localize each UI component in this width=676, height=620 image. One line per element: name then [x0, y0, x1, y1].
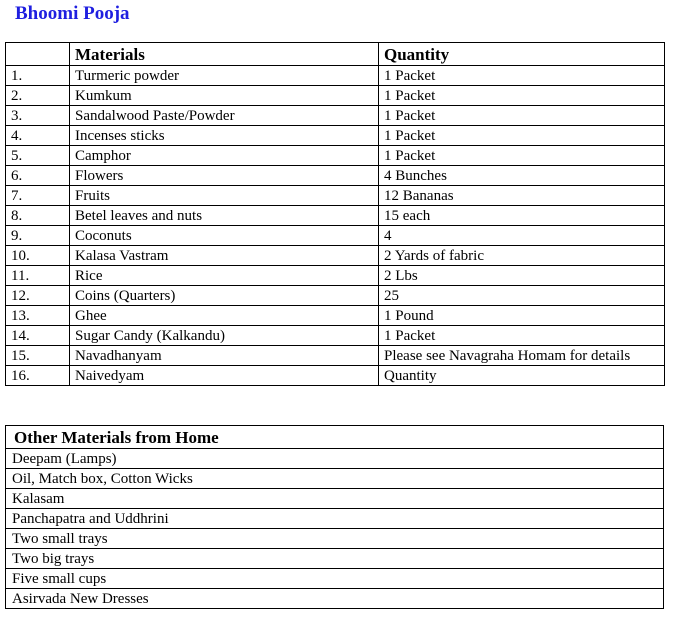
- material-quantity: 1 Pound: [379, 306, 665, 326]
- material-name: Incenses sticks: [70, 126, 379, 146]
- other-material-item: Two small trays: [6, 529, 664, 549]
- list-item: [6, 449, 664, 469]
- table-row: [6, 226, 665, 246]
- material-name: Betel leaves and nuts: [70, 206, 379, 226]
- list-item: [6, 509, 664, 529]
- material-quantity: 25: [379, 286, 665, 306]
- material-quantity: 1 Packet: [379, 66, 665, 86]
- row-number: 10.: [6, 246, 70, 266]
- material-quantity: 1 Packet: [379, 106, 665, 126]
- other-materials-header-row: [6, 426, 664, 449]
- other-material-item: Two big trays: [6, 549, 664, 569]
- table-row: [6, 126, 665, 146]
- row-number: 8.: [6, 206, 70, 226]
- other-materials-header: Other Materials from Home: [6, 426, 664, 449]
- list-item: [6, 569, 664, 589]
- list-item: [6, 529, 664, 549]
- other-material-item: Oil, Match box, Cotton Wicks: [6, 469, 664, 489]
- material-quantity: 4 Bunches: [379, 166, 665, 186]
- materials-table: [5, 42, 665, 386]
- material-name: Fruits: [70, 186, 379, 206]
- row-number: 3.: [6, 106, 70, 126]
- table-row: [6, 66, 665, 86]
- table-row: [6, 206, 665, 226]
- number-column-header: [6, 43, 70, 66]
- material-name: Coins (Quarters): [70, 286, 379, 306]
- material-quantity: 4: [379, 226, 665, 246]
- material-quantity: 1 Packet: [379, 86, 665, 106]
- table-row: [6, 366, 665, 386]
- material-name: Rice: [70, 266, 379, 286]
- material-name: Navadhanyam: [70, 346, 379, 366]
- row-number: 6.: [6, 166, 70, 186]
- material-name: Sandalwood Paste/Powder: [70, 106, 379, 126]
- material-name: Flowers: [70, 166, 379, 186]
- materials-column-header: Materials: [70, 43, 379, 66]
- table-row: [6, 326, 665, 346]
- material-name: Kumkum: [70, 86, 379, 106]
- table-row: [6, 266, 665, 286]
- material-name: Camphor: [70, 146, 379, 166]
- row-number: 5.: [6, 146, 70, 166]
- other-material-item: Panchapatra and Uddhrini: [6, 509, 664, 529]
- row-number: 15.: [6, 346, 70, 366]
- material-quantity: Please see Navagraha Homam for details: [379, 346, 665, 366]
- table-row: [6, 306, 665, 326]
- row-number: 1.: [6, 66, 70, 86]
- material-quantity: 15 each: [379, 206, 665, 226]
- list-item: [6, 589, 664, 609]
- material-quantity: 2 Lbs: [379, 266, 665, 286]
- table-row: [6, 186, 665, 206]
- other-material-item: Kalasam: [6, 489, 664, 509]
- table-row: [6, 106, 665, 126]
- row-number: 11.: [6, 266, 70, 286]
- material-name: Coconuts: [70, 226, 379, 246]
- row-number: 2.: [6, 86, 70, 106]
- material-quantity: Quantity: [379, 366, 665, 386]
- material-quantity: 2 Yards of fabric: [379, 246, 665, 266]
- material-name: Ghee: [70, 306, 379, 326]
- materials-header-row: [6, 43, 665, 66]
- table-row: [6, 86, 665, 106]
- row-number: 16.: [6, 366, 70, 386]
- row-number: 9.: [6, 226, 70, 246]
- row-number: 4.: [6, 126, 70, 146]
- page-title: Bhoomi Pooja: [15, 3, 130, 24]
- table-row: [6, 246, 665, 266]
- material-quantity: 1 Packet: [379, 126, 665, 146]
- material-quantity: 1 Packet: [379, 146, 665, 166]
- material-name: Sugar Candy (Kalkandu): [70, 326, 379, 346]
- row-number: 12.: [6, 286, 70, 306]
- list-item: [6, 489, 664, 509]
- table-row: [6, 346, 665, 366]
- row-number: 13.: [6, 306, 70, 326]
- material-name: Naivedyam: [70, 366, 379, 386]
- other-material-item: Deepam (Lamps): [6, 449, 664, 469]
- list-item: [6, 469, 664, 489]
- material-name: Turmeric powder: [70, 66, 379, 86]
- row-number: 14.: [6, 326, 70, 346]
- material-name: Kalasa Vastram: [70, 246, 379, 266]
- other-material-item: Asirvada New Dresses: [6, 589, 664, 609]
- list-item: [6, 549, 664, 569]
- row-number: 7.: [6, 186, 70, 206]
- material-quantity: 1 Packet: [379, 326, 665, 346]
- material-quantity: 12 Bananas: [379, 186, 665, 206]
- table-row: [6, 166, 665, 186]
- table-row: [6, 146, 665, 166]
- quantity-column-header: Quantity: [379, 43, 665, 66]
- other-material-item: Five small cups: [6, 569, 664, 589]
- table-row: [6, 286, 665, 306]
- other-materials-table: [5, 425, 664, 609]
